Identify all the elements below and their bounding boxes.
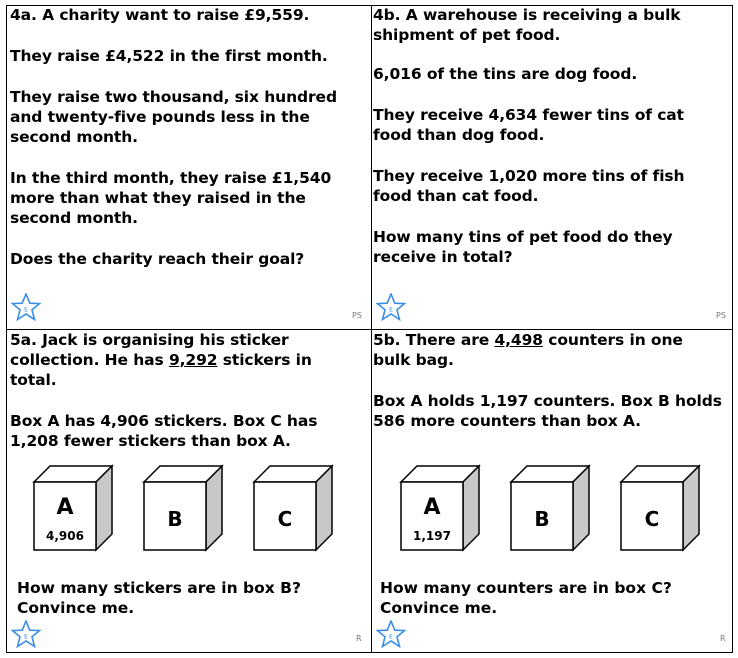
q5b-box-a-label: A	[423, 495, 441, 520]
cube-a	[401, 466, 479, 550]
cube-c	[254, 466, 332, 550]
question-5a	[10, 330, 360, 472]
q5a-heading: 5a. Jack is organising his sticker collection. He has 9,292 stickers in total.	[10, 331, 312, 389]
cube-c	[621, 466, 699, 550]
q4b-p2: They receive 4,634 fewer tins of cat food than dog food.	[373, 106, 684, 144]
q5a-q2: Convince me.	[17, 599, 135, 617]
star-letter: E	[389, 633, 393, 641]
q5b-boxes	[397, 458, 717, 558]
q5a-p1: Box A has 4,906 stickers. Box C has 1,208 fewer stickers than box A.	[10, 412, 318, 450]
q5b-q2: Convince me.	[380, 599, 498, 617]
star-letter: E	[24, 306, 28, 314]
q5a-boxes	[30, 458, 350, 558]
q5a-box-c-label: C	[277, 507, 293, 531]
q5a-q1: How many stickers are in box B?	[17, 579, 301, 597]
q5b-total: 4,498	[494, 331, 543, 349]
q4a-p1: They raise £4,522 in the first month.	[10, 47, 328, 65]
cube-b	[144, 466, 222, 550]
q5a-box-b-label: B	[167, 507, 183, 531]
cube-a	[34, 466, 112, 550]
q4a-p2: They raise two thousand, six hundred and twenty-five pounds less in the second month.	[10, 88, 337, 146]
star-letter: E	[389, 306, 393, 314]
q5a-total: 9,292	[168, 351, 218, 369]
star-icon	[376, 293, 406, 321]
q4b-p4: How many tins of pet food do they receive in total?	[373, 228, 673, 266]
star-icon	[11, 620, 41, 648]
star-icon	[11, 293, 41, 321]
q5b-p1: Box A holds 1,197 counters. Box B holds 586 more counters than box A.	[373, 392, 722, 430]
q5b-q1: How many counters are in box C?	[380, 579, 672, 597]
q4a-p3: In the third month, they raise £1,540 more than what they raised in the second month.	[10, 169, 332, 227]
q4a-heading: 4a. A charity want to raise £9,559.	[10, 6, 310, 24]
q5a-question	[17, 578, 301, 618]
q5b-heading: 5b. There are 4,498 counters in one bulk bag.	[373, 331, 683, 369]
star-letter: E	[24, 633, 28, 641]
q5b-tag: R	[720, 634, 726, 643]
question-5b	[373, 330, 723, 452]
q5b-box-c-label: C	[644, 507, 660, 531]
q4b-heading: 4b. A warehouse is receiving a bulk shipment of pet food.	[373, 6, 681, 44]
q4b-p1: 6,016 of the tins are dog food.	[373, 65, 638, 83]
cube-b	[511, 466, 589, 550]
star-icon	[376, 620, 406, 648]
q5a-box-a-label: A	[56, 495, 74, 520]
q4a-tag: PS	[352, 311, 362, 320]
q4b-p3: They receive 1,020 more tins of fish food than cat food.	[373, 167, 685, 205]
q5b-box-a-value: 1,197	[413, 529, 451, 543]
q5a-box-a-value: 4,906	[46, 529, 84, 543]
q5a-tag: R	[356, 634, 362, 643]
q4b-tag: PS	[716, 311, 726, 320]
q5b-box-b-label: B	[534, 507, 550, 531]
q5b-question	[380, 578, 672, 618]
question-4b	[373, 5, 723, 288]
question-4a	[10, 5, 360, 290]
q4a-p4: Does the charity reach their goal?	[10, 250, 305, 268]
